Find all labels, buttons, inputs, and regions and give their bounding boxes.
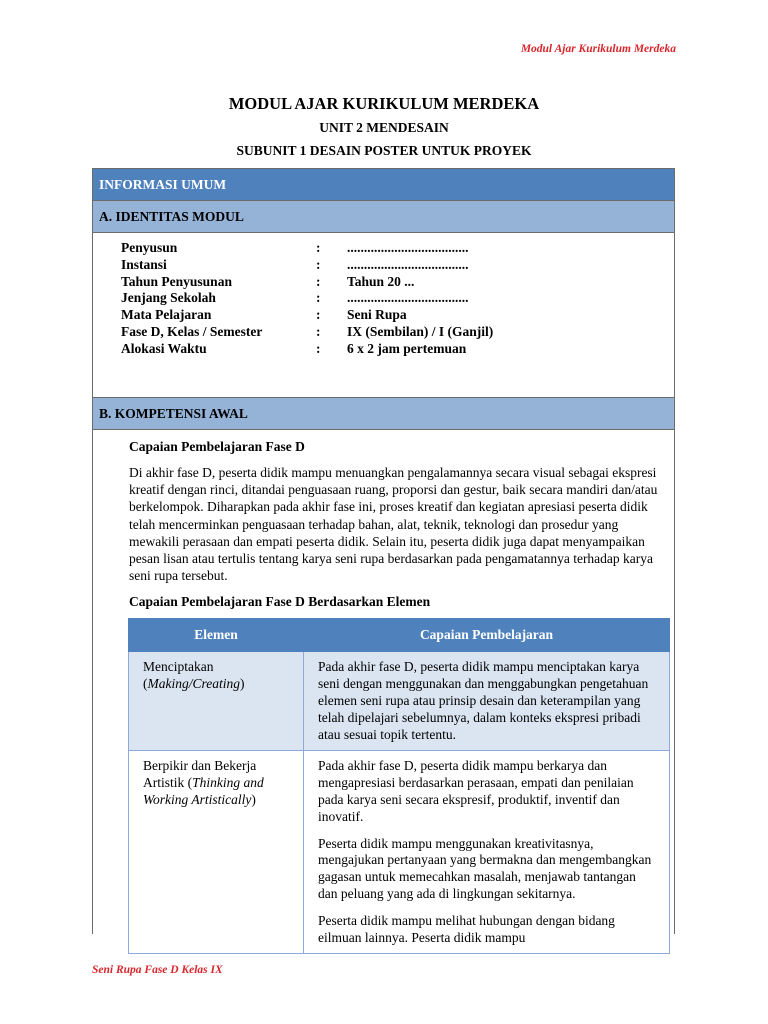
- ident-colon: :: [316, 273, 321, 289]
- running-footer: Seni Rupa Fase D Kelas IX: [92, 964, 223, 976]
- ident-value: IX (Sembilan) / I (Ganjil): [347, 323, 494, 339]
- elemen-name: Menciptakan: [143, 659, 214, 675]
- elemen-english: Making/Creating: [147, 676, 240, 692]
- ident-row-alokasi: [121, 341, 674, 358]
- elemen-paren: ): [251, 792, 256, 807]
- capaian-text: Peserta didik mampu menggunakan kreativitasnya, mengajukan pertanyaan yang bermakna dan mengembangkan gagasan untuk memecahkan masalah, menjawab tantangan dan peluang yang ada di lingkungan sekitarnya.: [318, 835, 652, 901]
- document-title: MODUL AJAR KURIKULUM MERDEKA: [228, 94, 540, 113]
- ident-colon: :: [316, 240, 321, 255]
- section-a-heading: A. IDENTITAS MODUL: [93, 201, 674, 233]
- capaian-cell: [304, 751, 670, 954]
- cp-paragraph: Di akhir fase D, peserta didik mampu menuangkan pengalamannya secara visual sebagai ekspresi kreatif dengan rinci, ditandai penguasaan ruang, proporsi dan gestur, baik secara mandiri dan/atau berkelompok. Diharapkan pada akhir fase ini, proses kreatif dan kegiatan apresiasi peserta didik telah mencerminkan penguasaan terhadap bahan, alat, teknik, teknologi dan prosedur yang mewakili perasaan dan empati peserta didik. Selain itu, peserta didik juga dapat menyampaikan pesan lisan atau tertulis tentang karya seni rupa berdasarkan pada pengamatannya terhadap karya seni rupa tersebut.: [129, 465, 658, 584]
- elemen-cell: [129, 751, 304, 954]
- module-frame: [92, 168, 675, 945]
- ident-label: Jenjang Sekolah: [121, 290, 216, 306]
- ident-label: Alokasi Waktu: [121, 340, 207, 356]
- ident-colon: :: [316, 256, 321, 272]
- capaian-text: Pada akhir fase D, peserta didik mampu berkarya dan mengapresiasi berdasarkan perasaan, empati dan penilaian pada karya seni secara ekspresif, produktif, inventif dan inovatif.: [318, 758, 634, 824]
- ident-row-fase: [121, 324, 674, 341]
- capaian-text: Pada akhir fase D, peserta didik mampu menciptakan karya seni dengan menggunakan dan menggabungkan pengetahuan elemen seni rupa atau prinsip desain dan keterampilan yang telah dipelajari sebelumnya, dalam konteks ekspresi pribadi atau sesuai topik tertentu.: [318, 659, 649, 742]
- cp-elemen-table: [128, 618, 670, 954]
- ident-value: ....................................: [347, 240, 469, 255]
- ident-row-jenjang: [121, 290, 674, 307]
- elemen-name: Berpikir dan Bekerja Artistik (: [143, 758, 257, 791]
- elemen-cell: [129, 652, 304, 751]
- kompetensi-awal: [93, 430, 674, 954]
- ident-row-penyusun: [121, 240, 674, 257]
- section-b-heading: B. KOMPETENSI AWAL: [93, 398, 674, 430]
- ident-label: Fase D, Kelas / Semester: [121, 323, 263, 339]
- ident-colon: :: [316, 323, 321, 339]
- ident-value: Seni Rupa: [347, 307, 407, 323]
- unit-title: UNIT 2 MENDESAIN: [319, 120, 449, 135]
- ident-label: Tahun Penyusunan: [121, 273, 232, 289]
- ident-colon: :: [316, 307, 321, 323]
- ident-value: Tahun 20 ...: [347, 273, 415, 289]
- elemen-paren: ): [240, 676, 245, 692]
- ident-colon: :: [316, 290, 321, 306]
- ident-label: Penyusun: [121, 240, 178, 255]
- ident-label: Mata Pelajaran: [121, 307, 212, 323]
- identitas-modul: [93, 233, 674, 398]
- ident-row-instansi: [121, 257, 674, 274]
- capaian-text: Peserta didik mampu melihat hubungan dengan bidang eilmuan lainnya. Peserta didik mampu: [318, 912, 615, 945]
- title-block: [0, 93, 768, 161]
- ident-label: Instansi: [121, 256, 167, 272]
- ident-value: ....................................: [347, 256, 469, 272]
- cp-elemen-heading: Capaian Pembelajaran Fase D Berdasarkan Elemen: [129, 594, 431, 610]
- ident-value: 6 x 2 jam pertemuan: [347, 340, 467, 356]
- table-row: [129, 751, 670, 954]
- elemen-english: Thinking and Working Artistically: [143, 775, 264, 807]
- info-umum-bar: INFORMASI UMUM: [93, 169, 674, 201]
- ident-row-tahun: [121, 274, 674, 291]
- ident-row-mapel: [121, 307, 674, 324]
- col-header-elemen: Elemen: [129, 619, 304, 652]
- table-header-row: [129, 619, 670, 652]
- subunit-title: SUBUNIT 1 DESAIN POSTER UNTUK PROYEK: [236, 143, 532, 158]
- capaian-cell: [304, 652, 670, 751]
- ident-colon: :: [316, 340, 321, 356]
- table-row: [129, 652, 670, 751]
- cp-heading: Capaian Pembelajaran Fase D: [129, 439, 305, 454]
- running-header: Modul Ajar Kurikulum Merdeka: [520, 43, 676, 55]
- ident-value: ....................................: [347, 290, 469, 306]
- col-header-capaian: Capaian Pembelajaran: [304, 619, 670, 652]
- elemen-paren: (: [143, 676, 148, 692]
